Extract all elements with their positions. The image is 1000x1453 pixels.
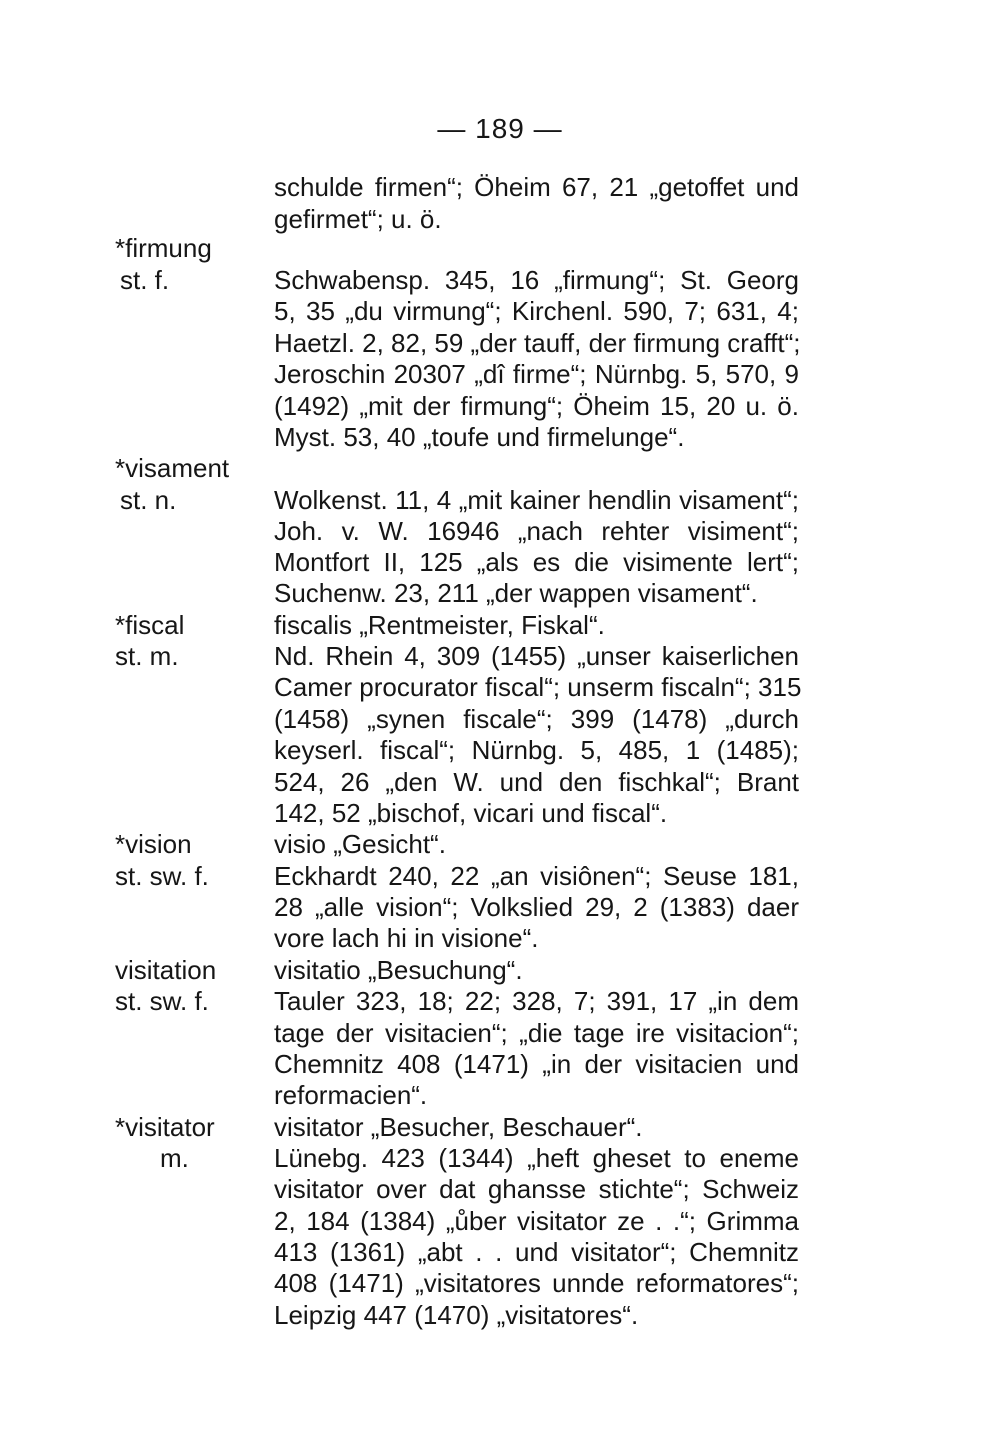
text-line: 524, 26 „den W. und den fischkal“; Brant: [274, 767, 799, 797]
text-line: 28 „alle vision“; Volkslied 29, 2 (1383) daer: [274, 892, 799, 922]
text-line: fiscalis „Rentmeister, Fiskal“.: [274, 610, 605, 640]
text-line: tage der visitacien“; „die tage ire visitacion“;: [274, 1018, 799, 1048]
text-line: Myst. 53, 40 „toufe und firmelunge“.: [274, 422, 685, 452]
headword-visament: *visament: [115, 453, 230, 483]
text-line: visitator over dat ghansse stichte“; Schweiz: [274, 1174, 799, 1204]
grammar-visitator: m.: [160, 1143, 189, 1173]
text-line: Montfort II, 125 „als es die visimente lert“;: [274, 547, 799, 577]
text-line: keyserl. fiscal“; Nürnbg. 5, 485, 1 (1485);: [274, 735, 799, 765]
text-line: 2, 184 (1384) „ůber visitator ze . .“; Grimma: [274, 1206, 799, 1236]
page-number: — 189 —: [437, 113, 563, 144]
headword-firmung: *firmung: [115, 233, 212, 263]
text-line: Suchenw. 23, 211 „der wappen visament“.: [274, 578, 758, 608]
text-line: Lünebg. 423 (1344) „heft gheset to eneme: [274, 1143, 799, 1173]
headword-visitation: visitation: [115, 955, 217, 985]
text-line: Camer procurator fiscal“; unserm fiscaln“; 315: [274, 672, 802, 702]
text-line: Haetzl. 2, 82, 59 „der tauff, der firmung crafft“;: [274, 328, 801, 358]
grammar-visament: st. n.: [120, 485, 177, 515]
text-line: Leipzig 447 (1470) „visitatores“.: [274, 1300, 639, 1330]
text-line: Schwabensp. 345, 16 „firmung“; St. Georg: [274, 265, 799, 295]
text-line: Wolkenst. 11, 4 „mit kainer hendlin visament“;: [274, 485, 799, 515]
grammar-firmung: st. f.: [120, 265, 170, 295]
grammar-vision: st. sw. f.: [115, 861, 209, 891]
text-line: reformacien“.: [274, 1080, 428, 1110]
text-line: Joh. v. W. 16946 „nach rehter visiment“;: [274, 516, 799, 546]
text-line: Eckhardt 240, 22 „an visiônen“; Seuse 181,: [274, 861, 799, 891]
text-line: gefirmet“; u. ö.: [274, 204, 442, 234]
grammar-visitation: st. sw. f.: [115, 986, 209, 1016]
text-line: (1458) „synen fiscale“; 399 (1478) „durch: [274, 704, 799, 734]
text-line: Chemnitz 408 (1471) „in der visitacien und: [274, 1049, 799, 1079]
text-line: visitator „Besucher, Beschauer“.: [274, 1112, 643, 1142]
headword-fiscal: *fiscal: [115, 610, 185, 640]
text-line: visitatio „Besuchung“.: [274, 955, 523, 985]
text-line: Tauler 323, 18; 22; 328, 7; 391, 17 „in dem: [274, 986, 799, 1016]
text-line: 413 (1361) „abt . . und visitator“; Chemnitz: [274, 1237, 799, 1267]
grammar-fiscal: st. m.: [115, 641, 179, 671]
text-line: Jeroschin 20307 „dî firme“; Nürnbg. 5, 570, 9: [274, 359, 799, 389]
text-line: schulde firmen“; Öheim 67, 21 „getoffet und: [274, 172, 799, 202]
text-line: (1492) „mit der firmung“; Öheim 15, 20 u. ö.: [274, 391, 799, 421]
text-line: 5, 35 „du virmung“; Kirchenl. 590, 7; 631, 4;: [274, 296, 799, 326]
text-line: vore lach hi in visione“.: [274, 923, 539, 953]
text-line: visio „Gesicht“.: [274, 829, 446, 859]
text-line: 142, 52 „bischof, vicari und fiscal“.: [274, 798, 668, 828]
text-line: 408 (1471) „visitatores unnde reformatores“;: [274, 1268, 799, 1298]
text-line: Nd. Rhein 4, 309 (1455) „unser kaiserlichen: [274, 641, 799, 671]
headword-vision: *vision: [115, 829, 192, 859]
headword-visitator: *visitator: [115, 1112, 215, 1142]
